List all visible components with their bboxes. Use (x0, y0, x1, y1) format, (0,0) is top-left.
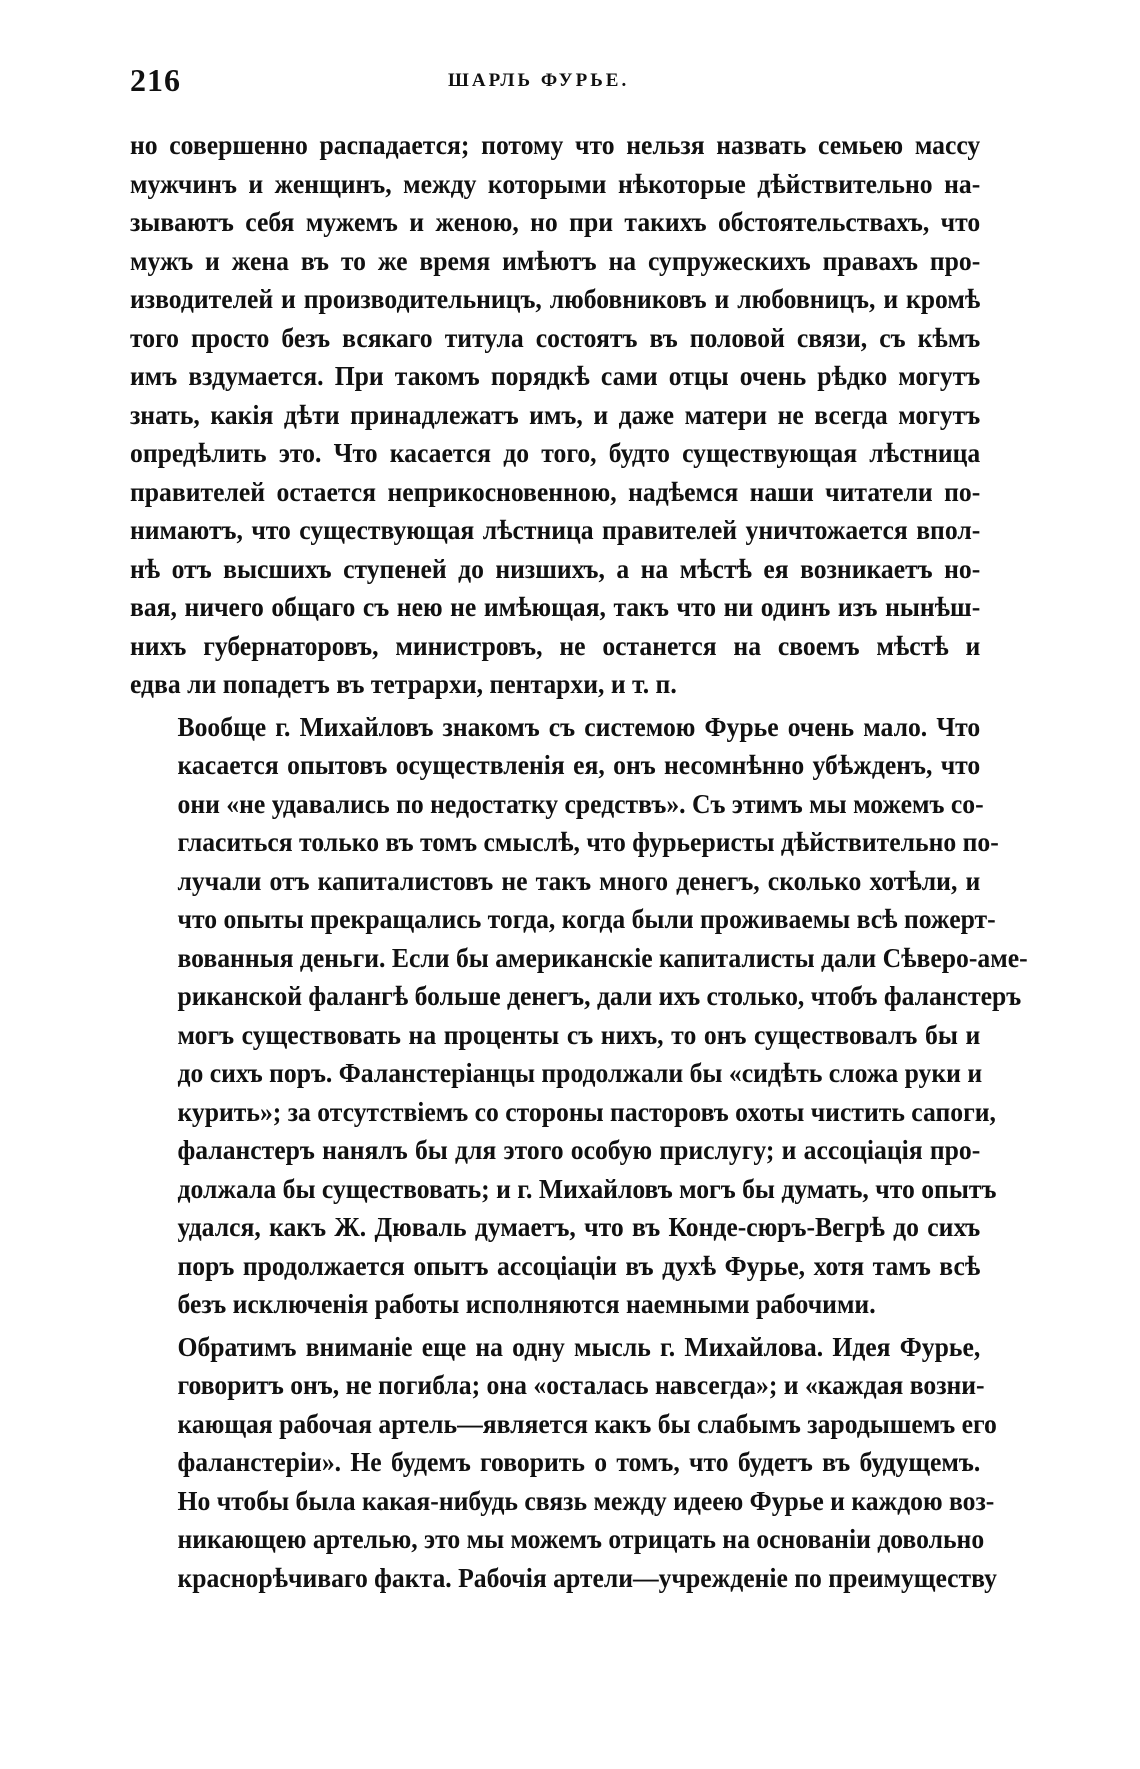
text-line: Но чтобы была какая-нибудь связь между идеею Фурье и каждою воз- (177, 1485, 995, 1516)
text-line: но совершенно распадается; потому что нельзя назвать семьею массу (130, 130, 981, 160)
text-line: мужъ и жена въ то же время имѣютъ на супружескихъ правахъ про- (130, 245, 981, 276)
text-line: лучали отъ капиталистовъ не такъ много денегъ, сколько хотѣли, и (177, 865, 981, 896)
paragraph (130, 1328, 997, 1598)
text-line: вая, ничего общаго съ нею не имѣющая, такъ что ни одинъ изъ нынѣш- (130, 592, 981, 622)
text-line: нимаютъ, что существующая лѣстница правителей уничтожается впол- (130, 515, 981, 545)
text-line: фаланстеръ нанялъ бы для этого особую прислугу; и ассоціація про- (177, 1135, 981, 1165)
text-line: вованныя деньги. Если бы американскіе капиталисты дали Сѣверо-аме- (177, 942, 1028, 973)
body-text (130, 126, 1028, 1597)
text-line: должала бы существовать; и г. Михайловъ могъ бы думать, что опытъ (177, 1173, 997, 1204)
text-line: безъ исключенія работы исполняются наемными рабочими. (177, 1289, 876, 1319)
text-line: до сихъ поръ. Фаланстеріанцы продолжали бы «сидѣть сложа руки и (177, 1058, 983, 1088)
text-line: имъ вздумается. При такомъ порядкѣ сами отцы очень рѣдко могутъ (130, 361, 981, 391)
text-line: Обратимъ вниманіе еще на одну мысль г. Михайлова. Идея Фурье, (177, 1331, 981, 1362)
text-line: Вообще г. Михайловъ знакомъ съ системою Фурье очень мало. Что (177, 711, 981, 742)
text-line: того просто безъ всякаго титула состоятъ въ половой связи, съ кѣмъ (130, 322, 981, 353)
running-title: ШАРЛЬ ФУРЬЕ. (448, 70, 630, 91)
text-line: едва ли попадетъ въ тетрархи, пентархи, и т. п. (130, 669, 677, 699)
text-line: краснорѣчиваго факта. Рабочія артели—учрежденіе по преимуществу (177, 1562, 997, 1593)
text-line: нихъ губернаторовъ, министровъ, не останется на своемъ мѣстѣ и (130, 630, 981, 661)
text-line: опредѣлить это. Что касается до того, будто существующая лѣстница (130, 438, 981, 468)
page-number: 216 (130, 62, 181, 98)
text-line: мужчинъ и женщинъ, между которыми нѣкоторые дѣйствительно на- (130, 168, 981, 199)
text-line: зываютъ себя мужемъ и женою, но при такихъ обстоятельствахъ, что (130, 207, 981, 237)
text-line: фаланстеріи». Не будемъ говорить о томъ, что будетъ въ будущемъ. (177, 1447, 981, 1477)
text-line: могъ существовать на проценты съ нихъ, то онъ существовалъ бы и (177, 1019, 981, 1050)
text-line: удался, какъ Ж. Дюваль думаетъ, что въ Конде-сюръ-Вегрѣ до сихъ (177, 1212, 981, 1242)
text-line: нѣ отъ высшихъ ступеней до низшихъ, а на мѣстѣ ея возникаетъ но- (130, 553, 981, 584)
text-line: никающею артелью, это мы можемъ отрицать на основаніи довольно (177, 1524, 985, 1554)
paragraph (130, 708, 1028, 1324)
text-line: гласиться только въ томъ смыслѣ, что фурьеристы дѣйствительно по- (177, 827, 999, 857)
text-line: что опыты прекращались тогда, когда были проживаемы всѣ пожерт- (177, 904, 996, 934)
text-line: поръ продолжается опытъ ассоціаціи въ духѣ Фурье, хотя тамъ всѣ (177, 1250, 981, 1281)
text-line: изводителей и производительницъ, любовниковъ и любовницъ, и кромѣ (130, 284, 981, 314)
text-line: риканской фалангѣ больше денегъ, дали ихъ столько, чтобъ фаланстеръ (177, 981, 1022, 1011)
running-head (130, 62, 980, 102)
text-line: кающая рабочая артель—является какъ бы слабымъ зародышемъ его (177, 1408, 997, 1439)
text-line: говоритъ онъ, не погибла; она «осталась навсегда»; и «каждая возни- (177, 1370, 985, 1400)
text-line: они «не удавались по недостатку средствъ». Съ этимъ мы можемъ со- (177, 788, 984, 819)
text-line: касается опытовъ осуществленія ея, онъ несомнѣнно убѣжденъ, что (177, 750, 981, 780)
text-line: правителей остается неприкосновенною, надѣемся наши читатели по- (130, 476, 981, 507)
text-line: курить»; за отсутствіемъ со стороны пасторовъ охоты чистить сапоги, (177, 1096, 996, 1127)
text-line: знать, какія дѣти принадлежатъ имъ, и даже матери не всегда могутъ (130, 399, 981, 430)
paragraph (130, 126, 980, 704)
